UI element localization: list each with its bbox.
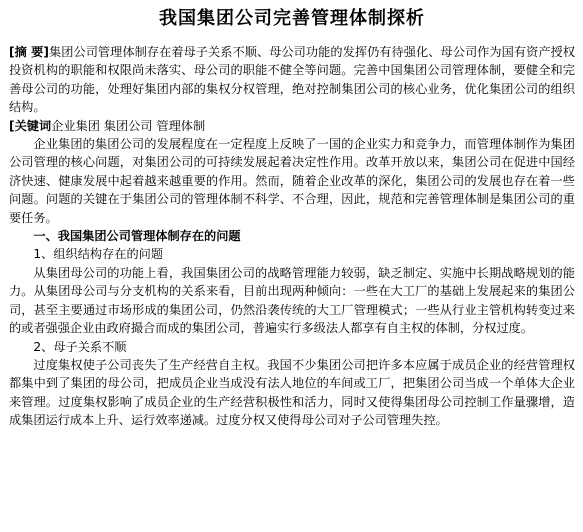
subsection-heading-2: 2、母子关系不顺 (33, 339, 127, 354)
subsection-paragraph-1: 从集团母公司的功能上看，我国集团公司的战略管理能力较弱，缺乏制定、实施中长期战略规划的能力。从集团母公司与分支机构的关系来看，目前出现两种倾向：一些在大工厂的基础上发展起来的集团公司，甚至主要通过市场形成的集团公司，仍然沿袭传统的大工厂管理模式；一些从行业主管机构转变过来的或者强强企业由政府撮合而成的集团公司，普遍实行多级法人都享有自主权的体制，分权过度。 (9, 265, 575, 336)
subsection-heading-1: 1、组织结构存在的问题 (33, 247, 164, 262)
section-heading-1: 一、我国集团公司管理体制存在的问题 (33, 229, 241, 244)
intro-paragraph: 企业集团的集团公司的发展程度在一定程度上反映了一国的企业实力和竞争力，而管理体制作为集团公司管理的核心问题，对集团公司的可持续发展起着决定性作用。改革开放以来，集团公司在促进中国经济快速、健康发展中起着越来越重要的作用。然而，随着企业改革的深化，集团公司的发展也存在着一些问题。问题的关键在于集团公司的管理体制不科学、不合理，因此，规范和完善管理体制是集团公司的重要任务。 (9, 137, 575, 225)
keywords-line (9, 117, 575, 135)
keywords-tag: [关键词 (9, 118, 52, 133)
abstract-tag: [摘 要] (9, 45, 49, 59)
document-title: 我国集团公司完善管理体制探析 (159, 8, 425, 29)
keywords-text: 企业集团 集团公司 管理体制 (51, 118, 206, 133)
abstract-text: 集团公司管理体制存在着母子关系不顺、母公司功能的发挥仍有待强化、母公司作为国有资产授权投资机构的职能和权限尚未落实、母公司的职能不健全等问题。完善中国集团公司管理体制，要健全和完善母公司的功能，处理好集团内部的集权分权管理，绝对控制集团公司的核心业务，优化集团公司的组织结构。 (9, 45, 576, 115)
abstract-paragraph (9, 43, 575, 117)
subsection-paragraph-2: 过度集权使子公司丧失了生产经营自主权。我国不少集团公司把许多本应属于成员企业的经营管理权都集中到了集团的母公司，把成员企业当成没有法人地位的车间或工厂，把集团公司当成一个单体大企业来管理。过度集权影响了成员企业的生产经营积极性和活力，同时又使得集团母公司控制工作量骤增，造成集团运行成本上升、运行效率递减。过度分权又使得母公司对子公司管理失控。 (9, 357, 575, 428)
